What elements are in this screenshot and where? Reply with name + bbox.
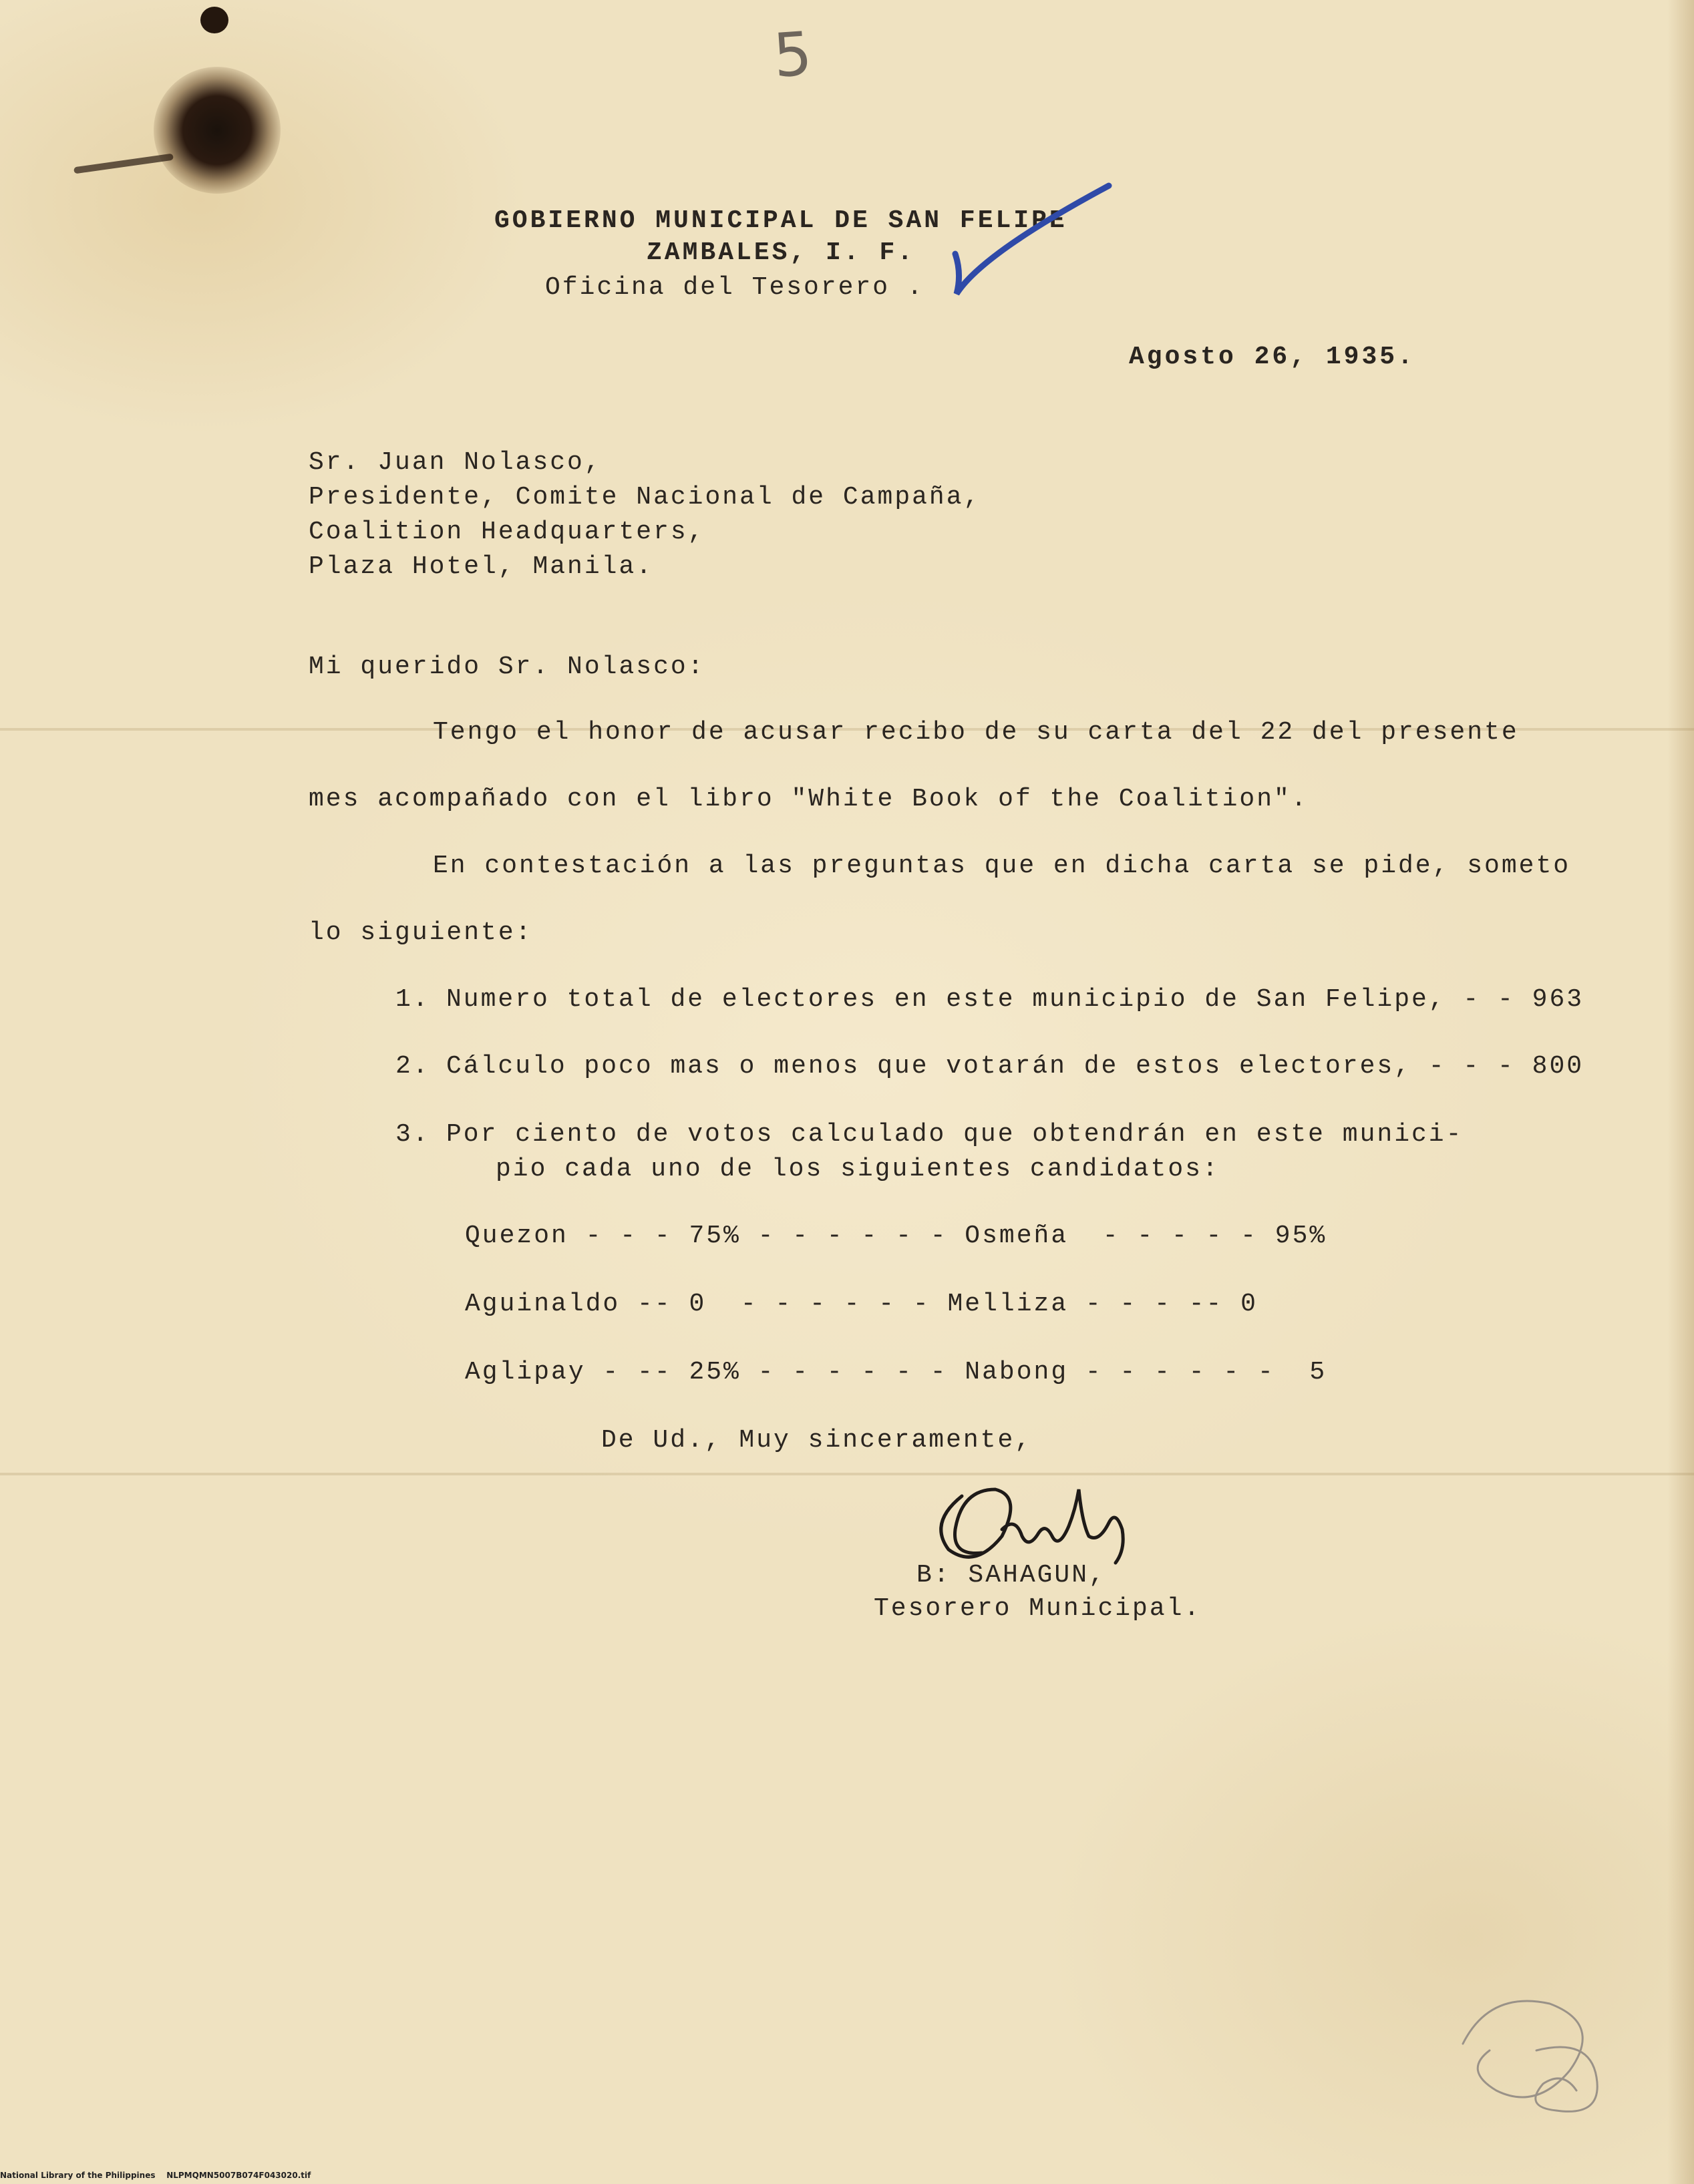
item-1-text: Numero total de electores en este municipio de San Felipe, - - 963	[446, 985, 1584, 1014]
salutation: Mi querido Sr. Nolasco:	[309, 653, 705, 681]
signature-icon	[922, 1469, 1162, 1570]
paper-edge-shadow	[1667, 0, 1694, 2184]
page-number: 5	[771, 19, 814, 92]
body-p2-line1: En contestación a las preguntas que en dicha carta se pide, someto	[433, 852, 1571, 880]
item-3-number: 3.	[395, 1120, 430, 1149]
body-p2-line2: lo siguiente:	[309, 918, 533, 947]
item-1-number: 1.	[395, 985, 430, 1014]
recipient-title: Presidente, Comite Nacional de Campaña,	[309, 483, 981, 512]
letterhead-line1: GOBIERNO MUNICIPAL DE SAN FELIPE	[494, 206, 1067, 235]
fold-line	[0, 1473, 1694, 1475]
body-p1-line1: Tengo el honor de acusar recibo de su carta del 22 del presente	[433, 718, 1519, 747]
footer-caption: National Library of the Philippines NLPMQMN5007B074F043020.tif	[0, 2171, 311, 2180]
letterhead-line3: Oficina del Tesorero .	[545, 273, 924, 302]
recipient-address: Plaza Hotel, Manila.	[309, 552, 654, 581]
item-3-text: Por ciento de votos calculado que obtendrán en este munici-	[446, 1120, 1464, 1149]
ink-stain-small	[200, 7, 228, 33]
pencil-scribble-icon	[1436, 1977, 1637, 2131]
ink-stain	[154, 67, 281, 194]
letter-date: Agosto 26, 1935.	[1129, 343, 1415, 371]
candidate-row: Quezon - - - 75% - - - - - - Osmeña - - - - - 95%	[465, 1222, 1327, 1250]
letterhead-line2: ZAMBALES, I. F.	[647, 238, 916, 267]
candidate-row: Aguinaldo -- 0 - - - - - - Melliza - - - -- 0	[465, 1290, 1258, 1318]
signatory-title: Tesorero Municipal.	[874, 1594, 1202, 1623]
body-p1-line2: mes acompañado con el libro "White Book of the Coalition".	[309, 785, 1309, 813]
closing-line: De Ud., Muy sinceramente,	[601, 1426, 1033, 1455]
item-2-text: Cálculo poco mas o menos que votarán de estos electores, - - - 800	[446, 1052, 1584, 1081]
checkmark-icon	[942, 180, 1116, 307]
recipient-org: Coalition Headquarters,	[309, 518, 705, 546]
recipient-name: Sr. Juan Nolasco,	[309, 448, 602, 477]
candidate-row: Aglipay - -- 25% - - - - - - Nabong - - - - - - 5	[465, 1358, 1327, 1387]
item-2-number: 2.	[395, 1052, 430, 1081]
item-3-text-cont: pio cada uno de los siguientes candidatos:	[496, 1155, 1220, 1184]
signatory-name: B: SAHAGUN,	[916, 1561, 1106, 1590]
